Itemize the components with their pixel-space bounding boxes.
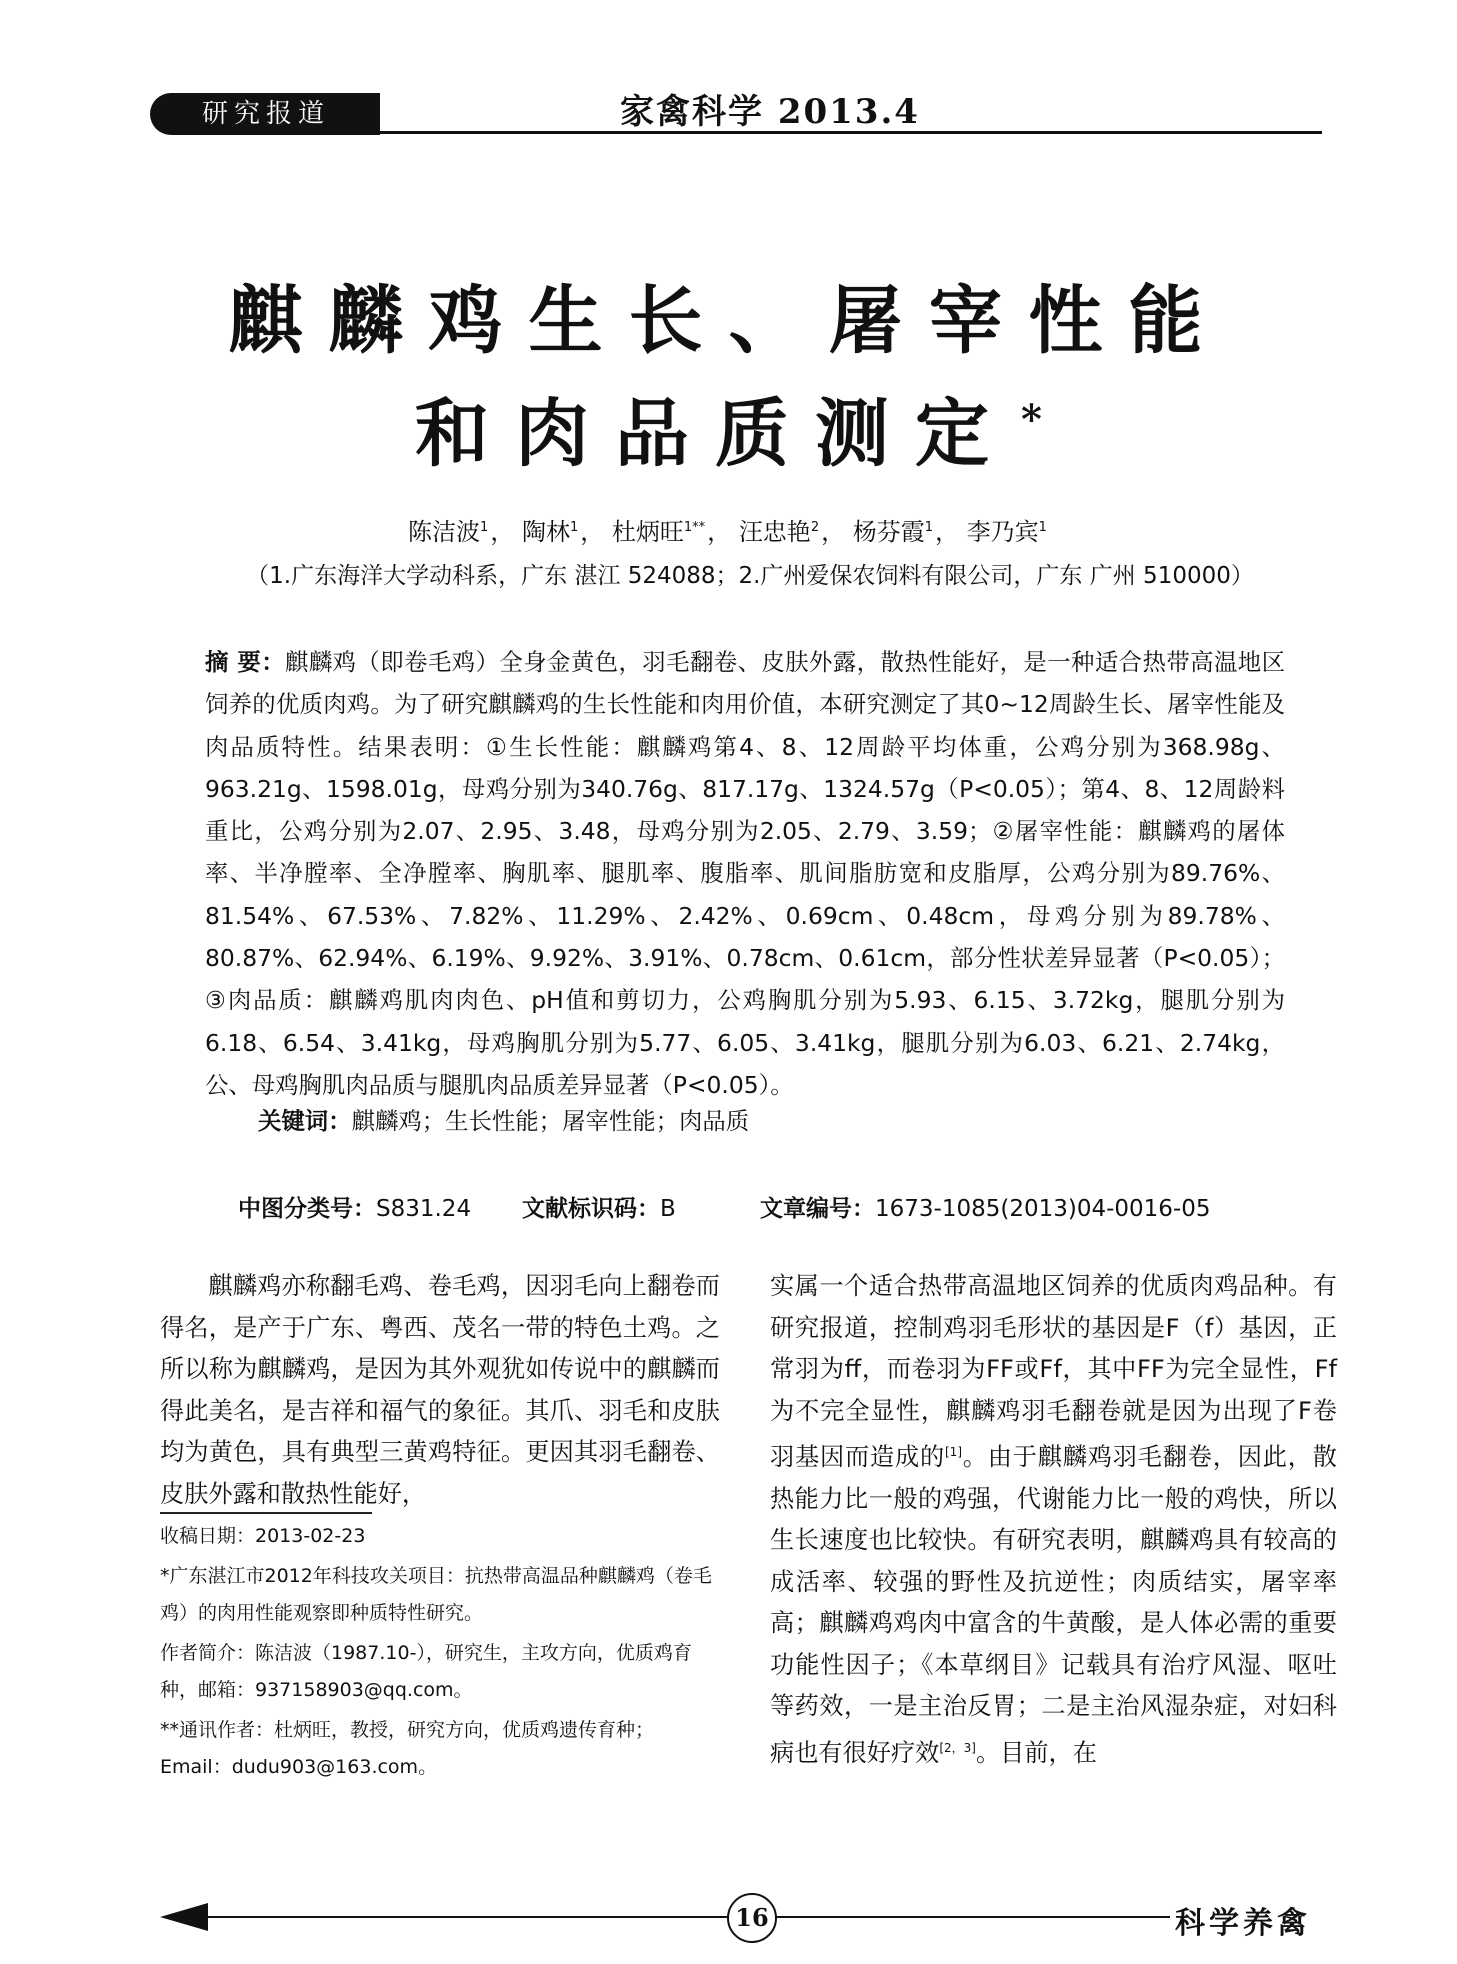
title-footnote-mark: *: [1021, 396, 1042, 444]
abstract-text: 麒麟鸡（即卷毛鸡）全身金黄色，羽毛翻卷、皮肤外露，散热性能好，是一种适合热带高温地区饲养的优质肉鸡。为了研究麒麟鸡的生长性能和肉用价值，本研究测定了其0~12周龄生长、屠宰性能及肉品质特性。结果表明：①生长性能：麒麟鸡第4、8、12周龄平均体重，公鸡分别为368.98g、963.21g、1598.01g，母鸡分别为340.76g、817.17g、1324.57g（P<0.05）；第4、8、12周龄料重比，公鸡分别为2.07、2.95、3.48，母鸡分别为2.05、2.79、3.59；②屠宰性能：麒麟鸡的屠体率、半净膛率、全净膛率、胸肌率、腿肌率、腹脂率、肌间脂肪宽和皮脂厚，公鸡分别为89.76%、81.54%、67.53%、7.82%、11.29%、2.42%、0.69cm、0.48cm，母鸡分别为89.78%、80.87%、62.94%、6.19%、9.92%、3.91%、0.78cm、0.61cm，部分性状差异显著（P<0.05）；③肉品质：麒麟鸡肌肉肉色、pH值和剪切力，公鸡胸肌分别为5.93、6.15、3.72kg，腿肌分别为6.18、6.54、3.41kg，母鸡胸肌分别为5.77、6.05、3.41kg，腿肌分别为6.03、6.21、2.74kg，公、母鸡胸肌肉品质与腿肌肉品质差异显著（P<0.05）。: [205, 648, 1285, 1099]
author-sup: 1: [569, 520, 579, 535]
author: 陶林: [521, 518, 570, 546]
citation-ref: [2，3]: [939, 1740, 976, 1755]
author: 汪忠艳: [738, 518, 811, 546]
page-number: 16: [727, 1893, 777, 1943]
author-sup: 2: [810, 520, 820, 535]
article-value: 1673-1085(2013)04-0016-05: [875, 1196, 1211, 1222]
clc-label: 中图分类号：: [238, 1196, 376, 1222]
section-tab: 研究报道: [150, 93, 380, 135]
keywords: [258, 1102, 749, 1136]
doc-label: 文献标识码：: [522, 1196, 660, 1222]
clc-value: S831.24: [376, 1196, 472, 1222]
author: 杨芬霞: [852, 518, 925, 546]
author: 杜炳旺: [611, 518, 684, 546]
author-sup: 1: [480, 520, 489, 535]
clc-number: [238, 1190, 471, 1223]
footnote-received: 收稿日期：2013-02-23: [160, 1525, 366, 1547]
abstract: [205, 641, 1285, 1106]
document-code: [522, 1190, 676, 1223]
arrow-left-icon: [160, 1903, 208, 1931]
doc-value: B: [660, 1196, 676, 1222]
article-title-line2: [0, 375, 1457, 481]
footer-brand: 科学养禽: [1175, 1906, 1311, 1941]
footnote-author-intro: 作者简介：陈洁波（1987.10-），研究生，主攻方向，优质鸡育种，邮箱：937158903@qq.com。: [160, 1642, 692, 1701]
journal-title: 家禽科学 2013.4: [620, 92, 920, 132]
affiliation: （1.广东海洋大学动科系，广东 湛江 524088；2.广州爱保农饲料有限公司，广东 广州 510000）: [246, 563, 1254, 589]
body-column-right: [770, 1266, 1337, 1774]
citation-ref: [1]: [945, 1445, 962, 1459]
author: 李乃宾: [966, 518, 1039, 546]
abstract-label: 摘 要：: [205, 648, 286, 676]
article-number: [760, 1190, 1211, 1223]
author-sup: 1**: [683, 520, 706, 535]
footer-rule: [200, 1916, 1170, 1918]
author: 陈洁波: [408, 518, 481, 546]
footnote-rule: [160, 1512, 372, 1514]
author-sup: 1: [924, 520, 934, 535]
article-label: 文章编号：: [760, 1196, 875, 1222]
footnote-project: *广东湛江市2012年科技攻关项目：抗热带高温品种麒麟鸡（卷毛鸡）的肉用性能观察即种质特性研究。: [160, 1565, 712, 1624]
body-text: 实属一个适合热带高温地区饲养的优质肉鸡品种。有研究报道，控制鸡羽毛形状的基因是F（f）基因，正常羽为ff，而卷羽为FF或Ff，其中FF为完全显性，Ff为不完全显性，麒麟鸡羽毛翻卷就是因为出现了F卷羽基因而造成的: [770, 1272, 1337, 1472]
article-title-line1: 麒麟鸡生长、屠宰性能: [228, 278, 1229, 364]
body-paragraph: 麒麟鸡亦称翻毛鸡、卷毛鸡，因羽毛向上翻卷而得名，是产于广东、粤西、茂名一带的特色土鸡。之所以称为麒麟鸡，是因为其外观犹如传说中的麒麟而得此美名，是吉祥和福气的象征。其爪、羽毛和皮肤均为黄色，具有典型三黄鸡特征。更因其羽毛翻卷、皮肤外露和散热性能好，: [160, 1272, 720, 1508]
author-sup: 1: [1038, 520, 1047, 535]
keywords-text: 麒麟鸡；生长性能；屠宰性能；肉品质: [351, 1107, 750, 1135]
body-column-left: [160, 1266, 720, 1515]
body-text: 。目前，在: [975, 1738, 1097, 1767]
body-text: 。由于麒麟鸡羽毛翻卷，因此，散热能力比一般的鸡强，代谢能力比一般的鸡快，所以生长速度也比较快。有研究表明，麒麟鸡具有较高的成活率、较强的野性及抗逆性；肉质结实，屠宰率高；麒麟鸡鸡肉中富含的牛黄酸，是人体必需的重要功能性因子；《本草纲目》记载具有治疗风湿、呕吐等药效，一是主治反胃；二是主治风湿杂症，对妇科病也有很好疗效: [770, 1443, 1337, 1767]
article-title-text: 和肉品质测定: [415, 391, 1016, 477]
keywords-label: 关键词：: [258, 1107, 352, 1135]
footnotes: [160, 1518, 720, 1789]
author-list: 陈洁波$^1$， 陶林$^1$， 杜炳旺$^{1**}$， 汪忠艳$^2$， 杨芬霞$^1$， 李乃宾$^1$: [408, 518, 1047, 546]
body-paragraph: [770, 1266, 1337, 1774]
footnote-corresponding: **通讯作者：杜炳旺，教授，研究方向，优质鸡遗传育种； Email：dudu903@163.com。: [160, 1719, 655, 1778]
